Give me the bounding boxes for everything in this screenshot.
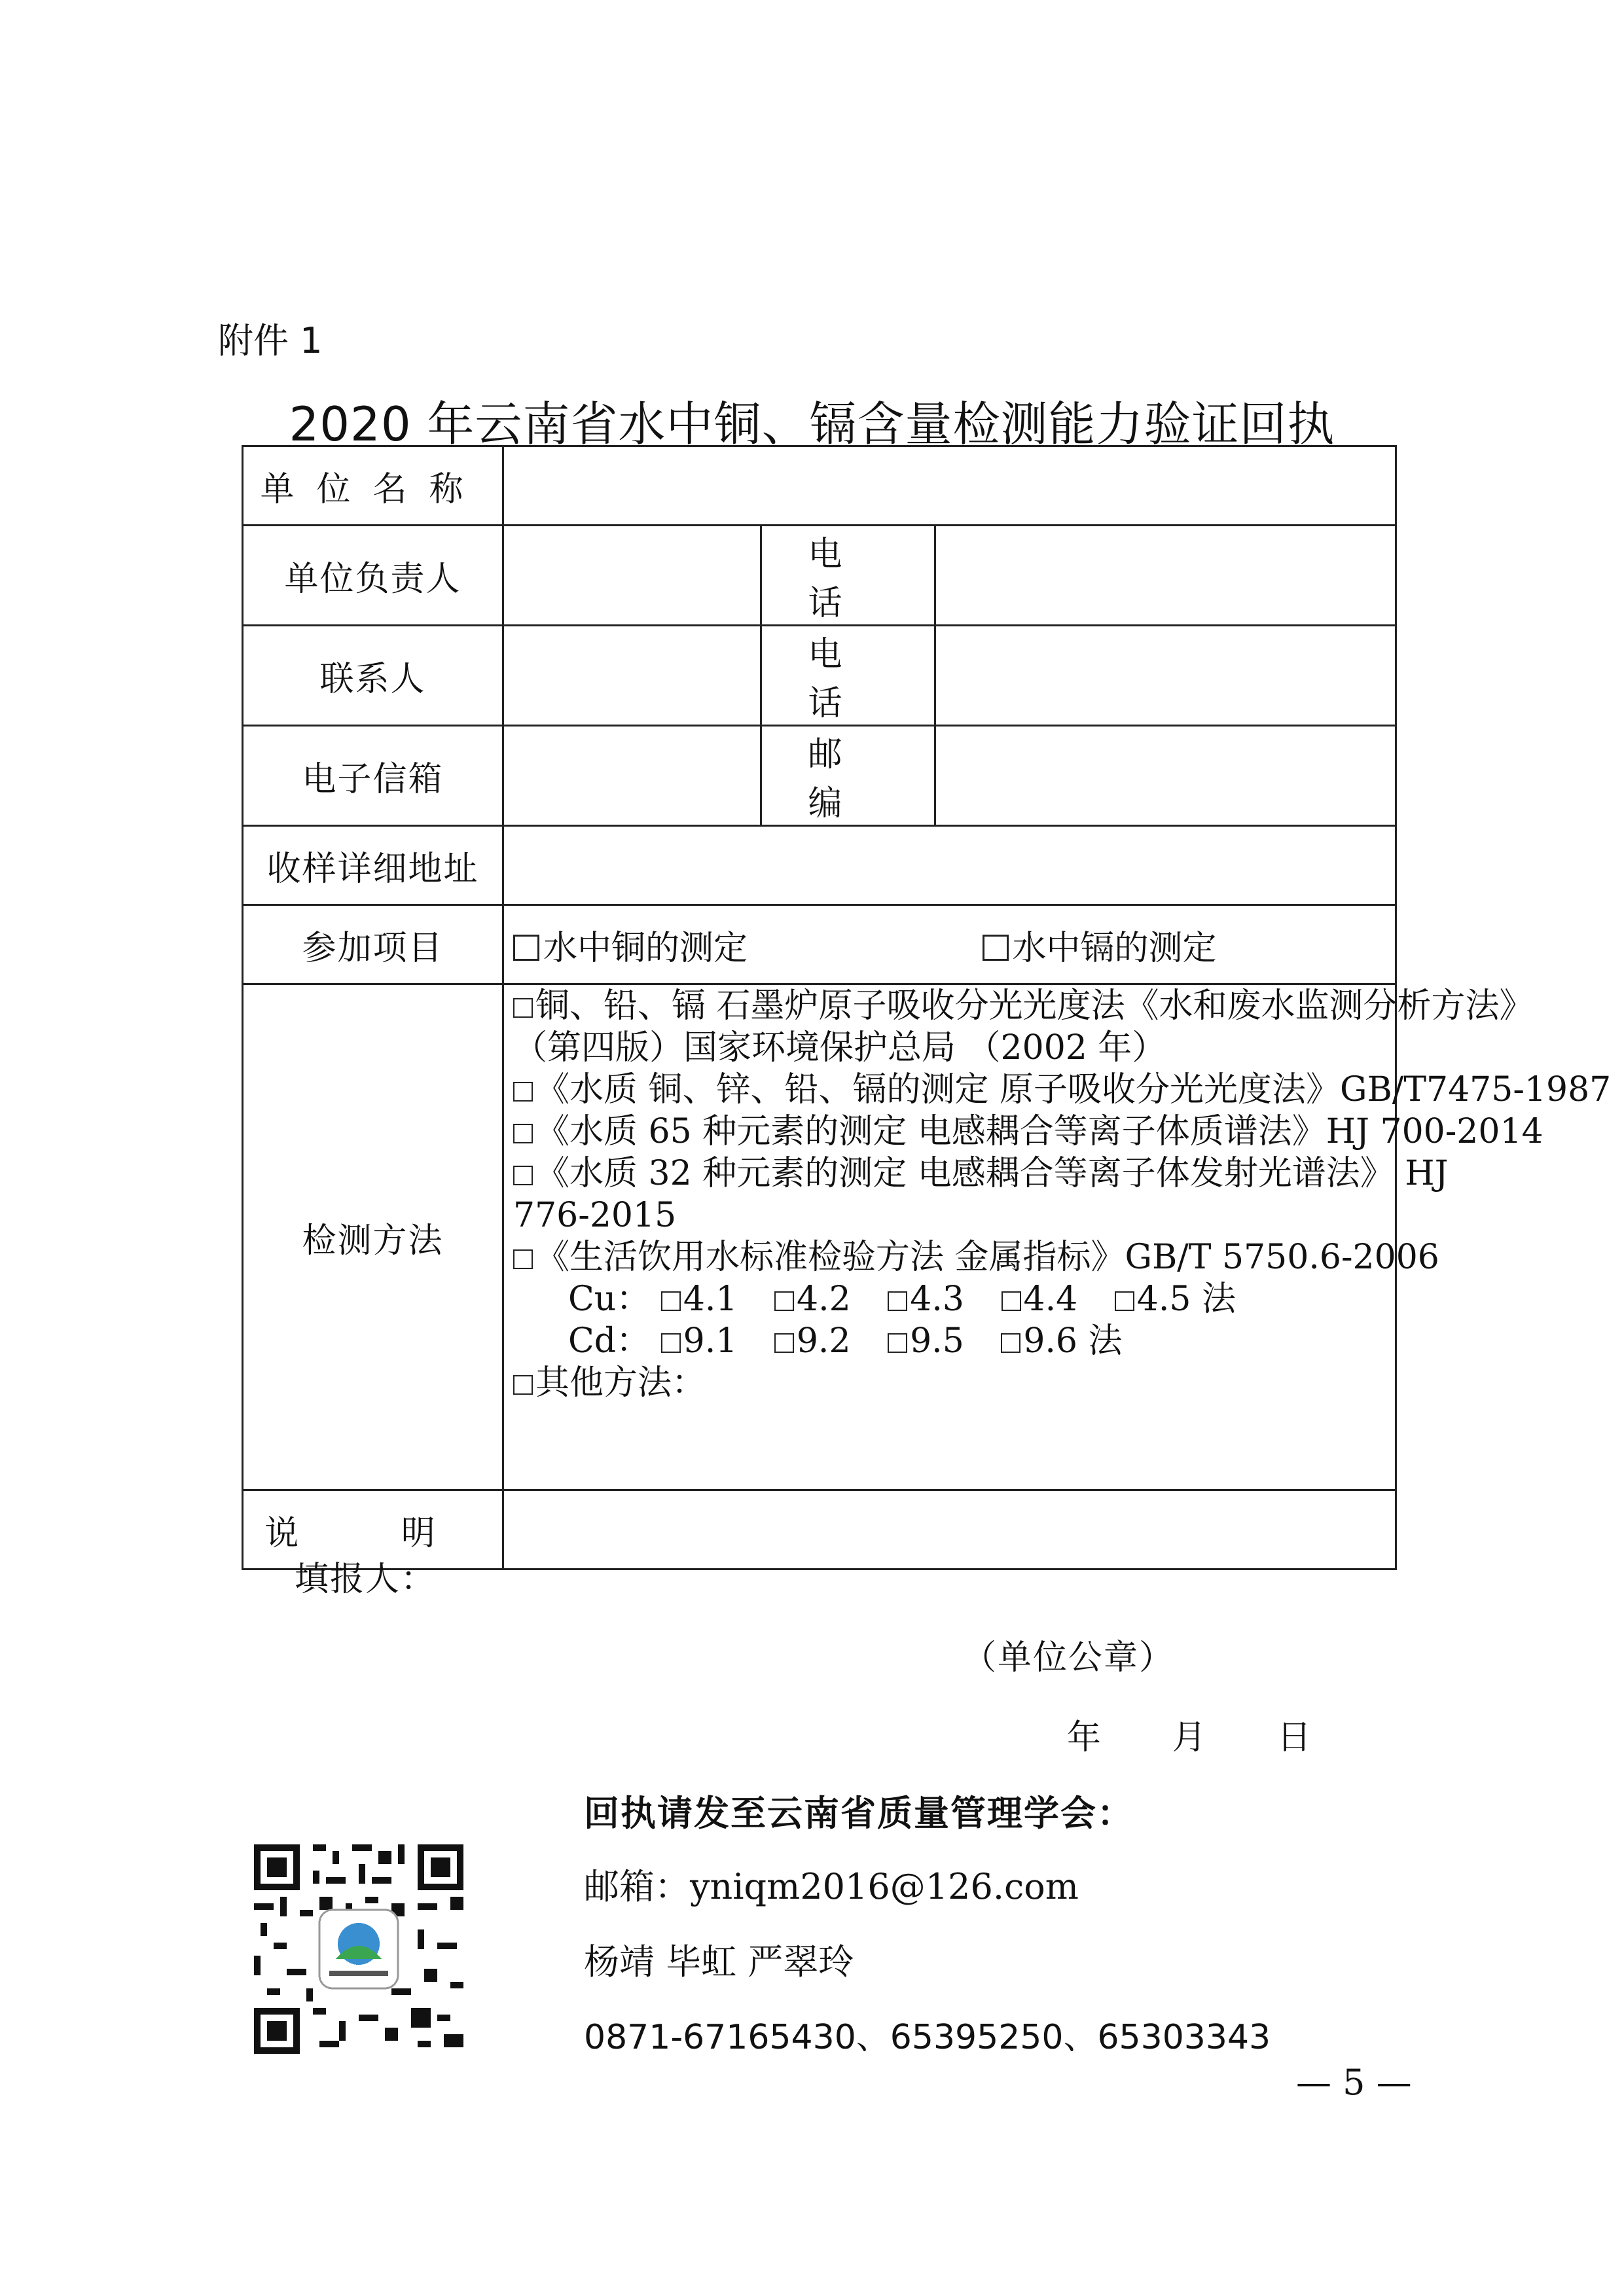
unit-head-field[interactable] <box>503 526 761 626</box>
cd-option-label: 9.1 <box>683 1321 738 1361</box>
method-1-text: 铜、铅、镉 石墨炉原子吸收分光光度法《水和废水监测分析方法》 <box>535 986 1534 1026</box>
unit-head-label: 单位负责人 <box>243 526 503 626</box>
method-4-text: 《水质 32 种元素的测定 电感耦合等离子体发射光谱法》 HJ <box>535 1154 1449 1193</box>
seal-label: （单位公章） <box>962 1638 1175 1677</box>
contact-heading: 回执请发至云南省质量管理学会： <box>584 1792 1134 1834</box>
attachment-label: 附件 1 <box>218 320 323 361</box>
method-5-text: 《生活饮用水标准检验方法 金属指标》GB/T 5750.6-2006 <box>535 1238 1439 1277</box>
postcode-field[interactable] <box>935 726 1396 826</box>
method-1[interactable] <box>513 985 1534 1027</box>
method-2-text: 《水质 铜、锌、铅、镉的测定 原子吸收分光光度法》GB/T7475-1987 <box>535 1070 1612 1109</box>
filler-label: 填报人： <box>295 1560 437 1599</box>
methods-label: 检测方法 <box>243 984 503 1490</box>
cu-option-label: 4.2 <box>797 1280 851 1319</box>
contact-names: 杨靖 毕虹 严翠玲 <box>584 1941 854 1982</box>
contact-phone: 0871-67165430、65395250、65303343 <box>584 2018 1271 2057</box>
cd-options <box>513 1320 1386 1362</box>
page-title: 2020 年云南省水中铜、镉含量检测能力验证回执 <box>289 397 1335 452</box>
unit-name-field[interactable] <box>503 446 1396 526</box>
item-cadmium-label: 水中镉的测定 <box>1012 928 1217 968</box>
cu-option[interactable] <box>774 1278 851 1320</box>
method-2[interactable] <box>513 1069 1612 1111</box>
checkbox-icon[interactable] <box>513 1082 533 1102</box>
row-methods <box>243 984 1396 1490</box>
cu-label: Cu： <box>568 1280 651 1319</box>
row-items <box>243 905 1396 984</box>
qr-code-icon <box>247 1838 470 2060</box>
items-label: 参加项目 <box>243 905 503 984</box>
checkbox-icon[interactable] <box>513 1249 533 1269</box>
cu-option-label: 4.4 <box>1023 1280 1078 1319</box>
items-cell <box>503 905 1396 984</box>
cd-option-label: 9.5 <box>910 1321 964 1361</box>
cd-option-label: 9.2 <box>796 1321 851 1361</box>
cu-option[interactable] <box>661 1278 738 1320</box>
cd-option[interactable] <box>774 1320 851 1362</box>
item-copper-label: 水中铜的测定 <box>543 928 748 968</box>
cu-option[interactable] <box>1115 1278 1236 1320</box>
checkbox-icon[interactable] <box>1001 1291 1021 1311</box>
receipt-form <box>242 445 1612 1570</box>
email-label: 电子信箱 <box>243 726 503 826</box>
cu-options <box>513 1278 1386 1320</box>
checkbox-icon[interactable] <box>888 1333 907 1353</box>
cu-option-label: 4.1 <box>683 1280 738 1319</box>
contact-field[interactable] <box>503 626 761 726</box>
cd-option[interactable] <box>888 1320 964 1362</box>
notes-field[interactable] <box>503 1490 1396 1570</box>
row-unit-name <box>243 446 1396 526</box>
cu-option-label: 4.3 <box>910 1280 964 1319</box>
notes-label: 说 明 <box>243 1490 503 1570</box>
address-field[interactable] <box>503 826 1396 905</box>
address-label: 收样详细地址 <box>243 826 503 905</box>
unit-name-label: 单位名称 <box>243 446 503 526</box>
checkbox-icon[interactable] <box>661 1333 681 1353</box>
method-1-cont: （第四版）国家环境保护总局 （2002 年） <box>513 1028 1166 1067</box>
checkbox-icon[interactable] <box>513 1166 533 1185</box>
method-4-cont: 776-2015 <box>513 1196 677 1235</box>
row-contact <box>243 626 1396 726</box>
page-number: — 5 — <box>1296 2062 1412 2103</box>
row-email <box>243 726 1396 826</box>
item-copper-option[interactable] <box>513 920 971 969</box>
cd-label: Cd： <box>568 1321 651 1361</box>
method-4[interactable] <box>513 1153 1449 1194</box>
cd-option[interactable] <box>1001 1320 1122 1362</box>
contact-phone-label: 电 话 <box>761 626 935 726</box>
checkbox-icon[interactable] <box>774 1333 794 1353</box>
checkbox-icon[interactable] <box>1115 1291 1134 1311</box>
checkbox-icon[interactable] <box>513 935 539 961</box>
checkbox-icon[interactable] <box>888 1291 907 1311</box>
checkbox-icon[interactable] <box>1001 1333 1020 1353</box>
method-3[interactable] <box>513 1111 1543 1153</box>
cd-option-label: 9.6 法 <box>1023 1321 1123 1361</box>
method-other-text: 其他方法： <box>535 1363 706 1403</box>
cu-option-label: 4.5 法 <box>1136 1280 1236 1319</box>
cu-option[interactable] <box>1001 1278 1078 1320</box>
unit-head-phone-field[interactable] <box>935 526 1396 626</box>
contact-email: 邮箱：yniqm2016@126.com <box>584 1866 1079 1907</box>
date-label: 年 月 日 <box>1067 1718 1342 1757</box>
checkbox-icon[interactable] <box>774 1291 794 1311</box>
checkbox-icon[interactable] <box>513 1375 533 1395</box>
email-field[interactable] <box>503 726 761 826</box>
checkbox-icon[interactable] <box>983 935 1009 961</box>
checkbox-icon[interactable] <box>661 1291 681 1311</box>
contact-phone-field[interactable] <box>935 626 1396 726</box>
checkbox-icon[interactable] <box>513 1124 533 1143</box>
postcode-label: 邮 编 <box>761 726 935 826</box>
contact-label: 联系人 <box>243 626 503 726</box>
cu-option[interactable] <box>888 1278 964 1320</box>
phone-label: 电 话 <box>761 526 935 626</box>
method-5[interactable] <box>513 1236 1439 1278</box>
methods-cell <box>503 984 1612 1490</box>
row-unit-head <box>243 526 1396 626</box>
row-address <box>243 826 1396 905</box>
cd-option[interactable] <box>661 1320 738 1362</box>
method-3-text: 《水质 65 种元素的测定 电感耦合等离子体质谱法》HJ 700-2014 <box>535 1112 1543 1151</box>
method-other[interactable] <box>513 1362 1386 1404</box>
item-cadmium-option[interactable] <box>971 929 1217 968</box>
checkbox-icon[interactable] <box>513 998 533 1018</box>
